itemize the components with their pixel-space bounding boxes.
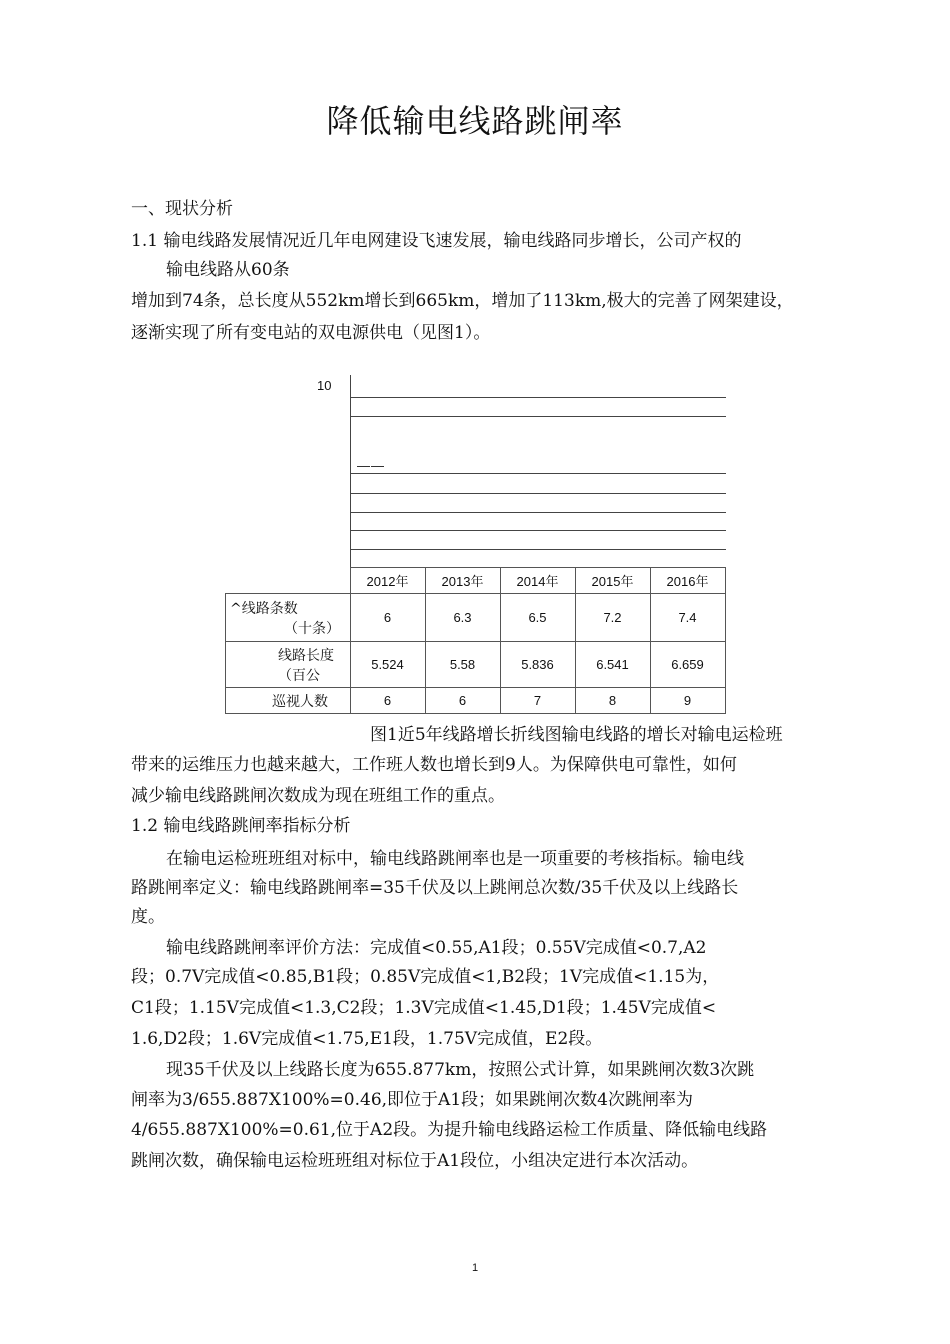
series-line-fragment: —— bbox=[357, 458, 385, 473]
gridline bbox=[350, 512, 726, 513]
data-label: 5.836 bbox=[500, 642, 575, 688]
section-heading-trip-rate: 1.2 输电线路跳闸率指标分析 bbox=[131, 816, 351, 836]
figure-1-chart bbox=[225, 370, 730, 720]
paragraph-5-line-2: 段；0.7V完成值<0.85,B1段；0.85V完成值<1,B2段；1V完成值<1.15为， bbox=[131, 967, 720, 987]
paragraph-6-line-4: 跳闸次数，确保输电运检班班组对标位于A1段位，小组决定进行本次活动。 bbox=[131, 1151, 699, 1171]
paragraph-1-line-1: 1.1 输电线路发展情况近几年电网建设飞速发展，输电线路同步增长，公司产权的 bbox=[131, 231, 742, 251]
series-name-line-2: （百公 bbox=[278, 667, 320, 684]
data-label: 6.5 bbox=[500, 594, 575, 642]
data-label: 5.524 bbox=[350, 642, 425, 688]
data-label: 9 bbox=[650, 688, 725, 714]
y-axis-line bbox=[350, 375, 351, 575]
series-label-line-length bbox=[226, 642, 351, 688]
data-label: 6.659 bbox=[650, 642, 725, 688]
section-heading-status: 一、现状分析 bbox=[131, 199, 233, 219]
page-number: 1 bbox=[471, 1262, 479, 1274]
table-corner bbox=[226, 568, 351, 594]
paragraph-2-line-1: 增加到74条，总长度从552km增长到665km，增加了113km,极大的完善了网架建设， bbox=[131, 291, 794, 311]
paragraph-1-line-2: 输电线路从60条 bbox=[166, 260, 290, 280]
gridline bbox=[350, 530, 726, 531]
gridline bbox=[350, 397, 726, 398]
category-label: 2012年 bbox=[350, 568, 425, 594]
series-label-line-count bbox=[226, 594, 351, 642]
series-name-line-1: 巡视人数 bbox=[272, 693, 328, 710]
data-label: 6 bbox=[425, 688, 500, 714]
paragraph-3-line-2: 减少输电线路跳闸次数成为现在班组工作的重点。 bbox=[131, 786, 505, 806]
data-label: 8 bbox=[575, 688, 650, 714]
data-label: 6.3 bbox=[425, 594, 500, 642]
y-axis-tick-top: 10 bbox=[317, 378, 332, 393]
category-label: 2015年 bbox=[575, 568, 650, 594]
paragraph-4-line-3: 度。 bbox=[131, 907, 165, 927]
paragraph-6-line-3: 4/655.887X100%=0.61,位于A2段。为提升输电线路运检工作质量、降低输电线路 bbox=[131, 1120, 768, 1140]
series-label-patrol-staff bbox=[226, 688, 351, 714]
category-label: 2013年 bbox=[425, 568, 500, 594]
series-name-line-2: （十条） bbox=[284, 620, 340, 637]
chart-data-table bbox=[225, 567, 726, 714]
paragraph-3-line-1: 带来的运维压力也越来越大，工作班人数也增长到9人。为保障供电可靠性，如何 bbox=[131, 755, 737, 775]
data-label: 6 bbox=[350, 594, 425, 642]
series-name-line-1: 线路长度 bbox=[278, 647, 334, 664]
gridline bbox=[350, 493, 726, 494]
paragraph-6-line-1: 现35千伏及以上线路长度为655.877km，按照公式计算，如果跳闸次数3次跳 bbox=[166, 1060, 755, 1080]
paragraph-5-line-3: C1段；1.15V完成值<1.3,C2段；1.3V完成值<1.45,D1段；1.45V完成值< bbox=[131, 998, 717, 1018]
category-label: 2016年 bbox=[650, 568, 725, 594]
paragraph-6-line-2: 闸率为3/655.887X100%=0.46,即位于A1段；如果跳闸次数4次跳闸率为 bbox=[131, 1090, 693, 1110]
data-label: 5.58 bbox=[425, 642, 500, 688]
gridline bbox=[350, 549, 726, 550]
data-label: 7 bbox=[500, 688, 575, 714]
data-label: 7.4 bbox=[650, 594, 725, 642]
paragraph-2-line-2: 逐渐实现了所有变电站的双电源供电（见图1）。 bbox=[131, 323, 491, 343]
gridline bbox=[350, 416, 726, 417]
series-name-line-1: ^线路条数 bbox=[230, 600, 298, 617]
data-label: 6.541 bbox=[575, 642, 650, 688]
data-label: 7.2 bbox=[575, 594, 650, 642]
category-label: 2014年 bbox=[500, 568, 575, 594]
document-title: 降低输电线路跳闸率 bbox=[326, 102, 624, 140]
figure-caption-line: 图1近5年线路增长折线图输电线路的增长对输电运检班 bbox=[370, 725, 783, 745]
data-label: 6 bbox=[350, 688, 425, 714]
gridline bbox=[350, 473, 726, 474]
paragraph-5-line-4: 1.6,D2段；1.6V完成值<1.75,E1段，1.75V完成值，E2段。 bbox=[131, 1029, 603, 1049]
paragraph-5-line-1: 输电线路跳闸率评价方法：完成值<0.55,A1段；0.55V完成值<0.7,A2 bbox=[166, 938, 707, 958]
paragraph-4-line-1: 在输电运检班班组对标中，输电线路跳闸率也是一项重要的考核指标。输电线 bbox=[166, 849, 744, 869]
paragraph-4-line-2: 路跳闸率定义：输电线路跳闸率=35千伏及以上跳闸总次数/35千伏及以上线路长 bbox=[131, 878, 739, 898]
